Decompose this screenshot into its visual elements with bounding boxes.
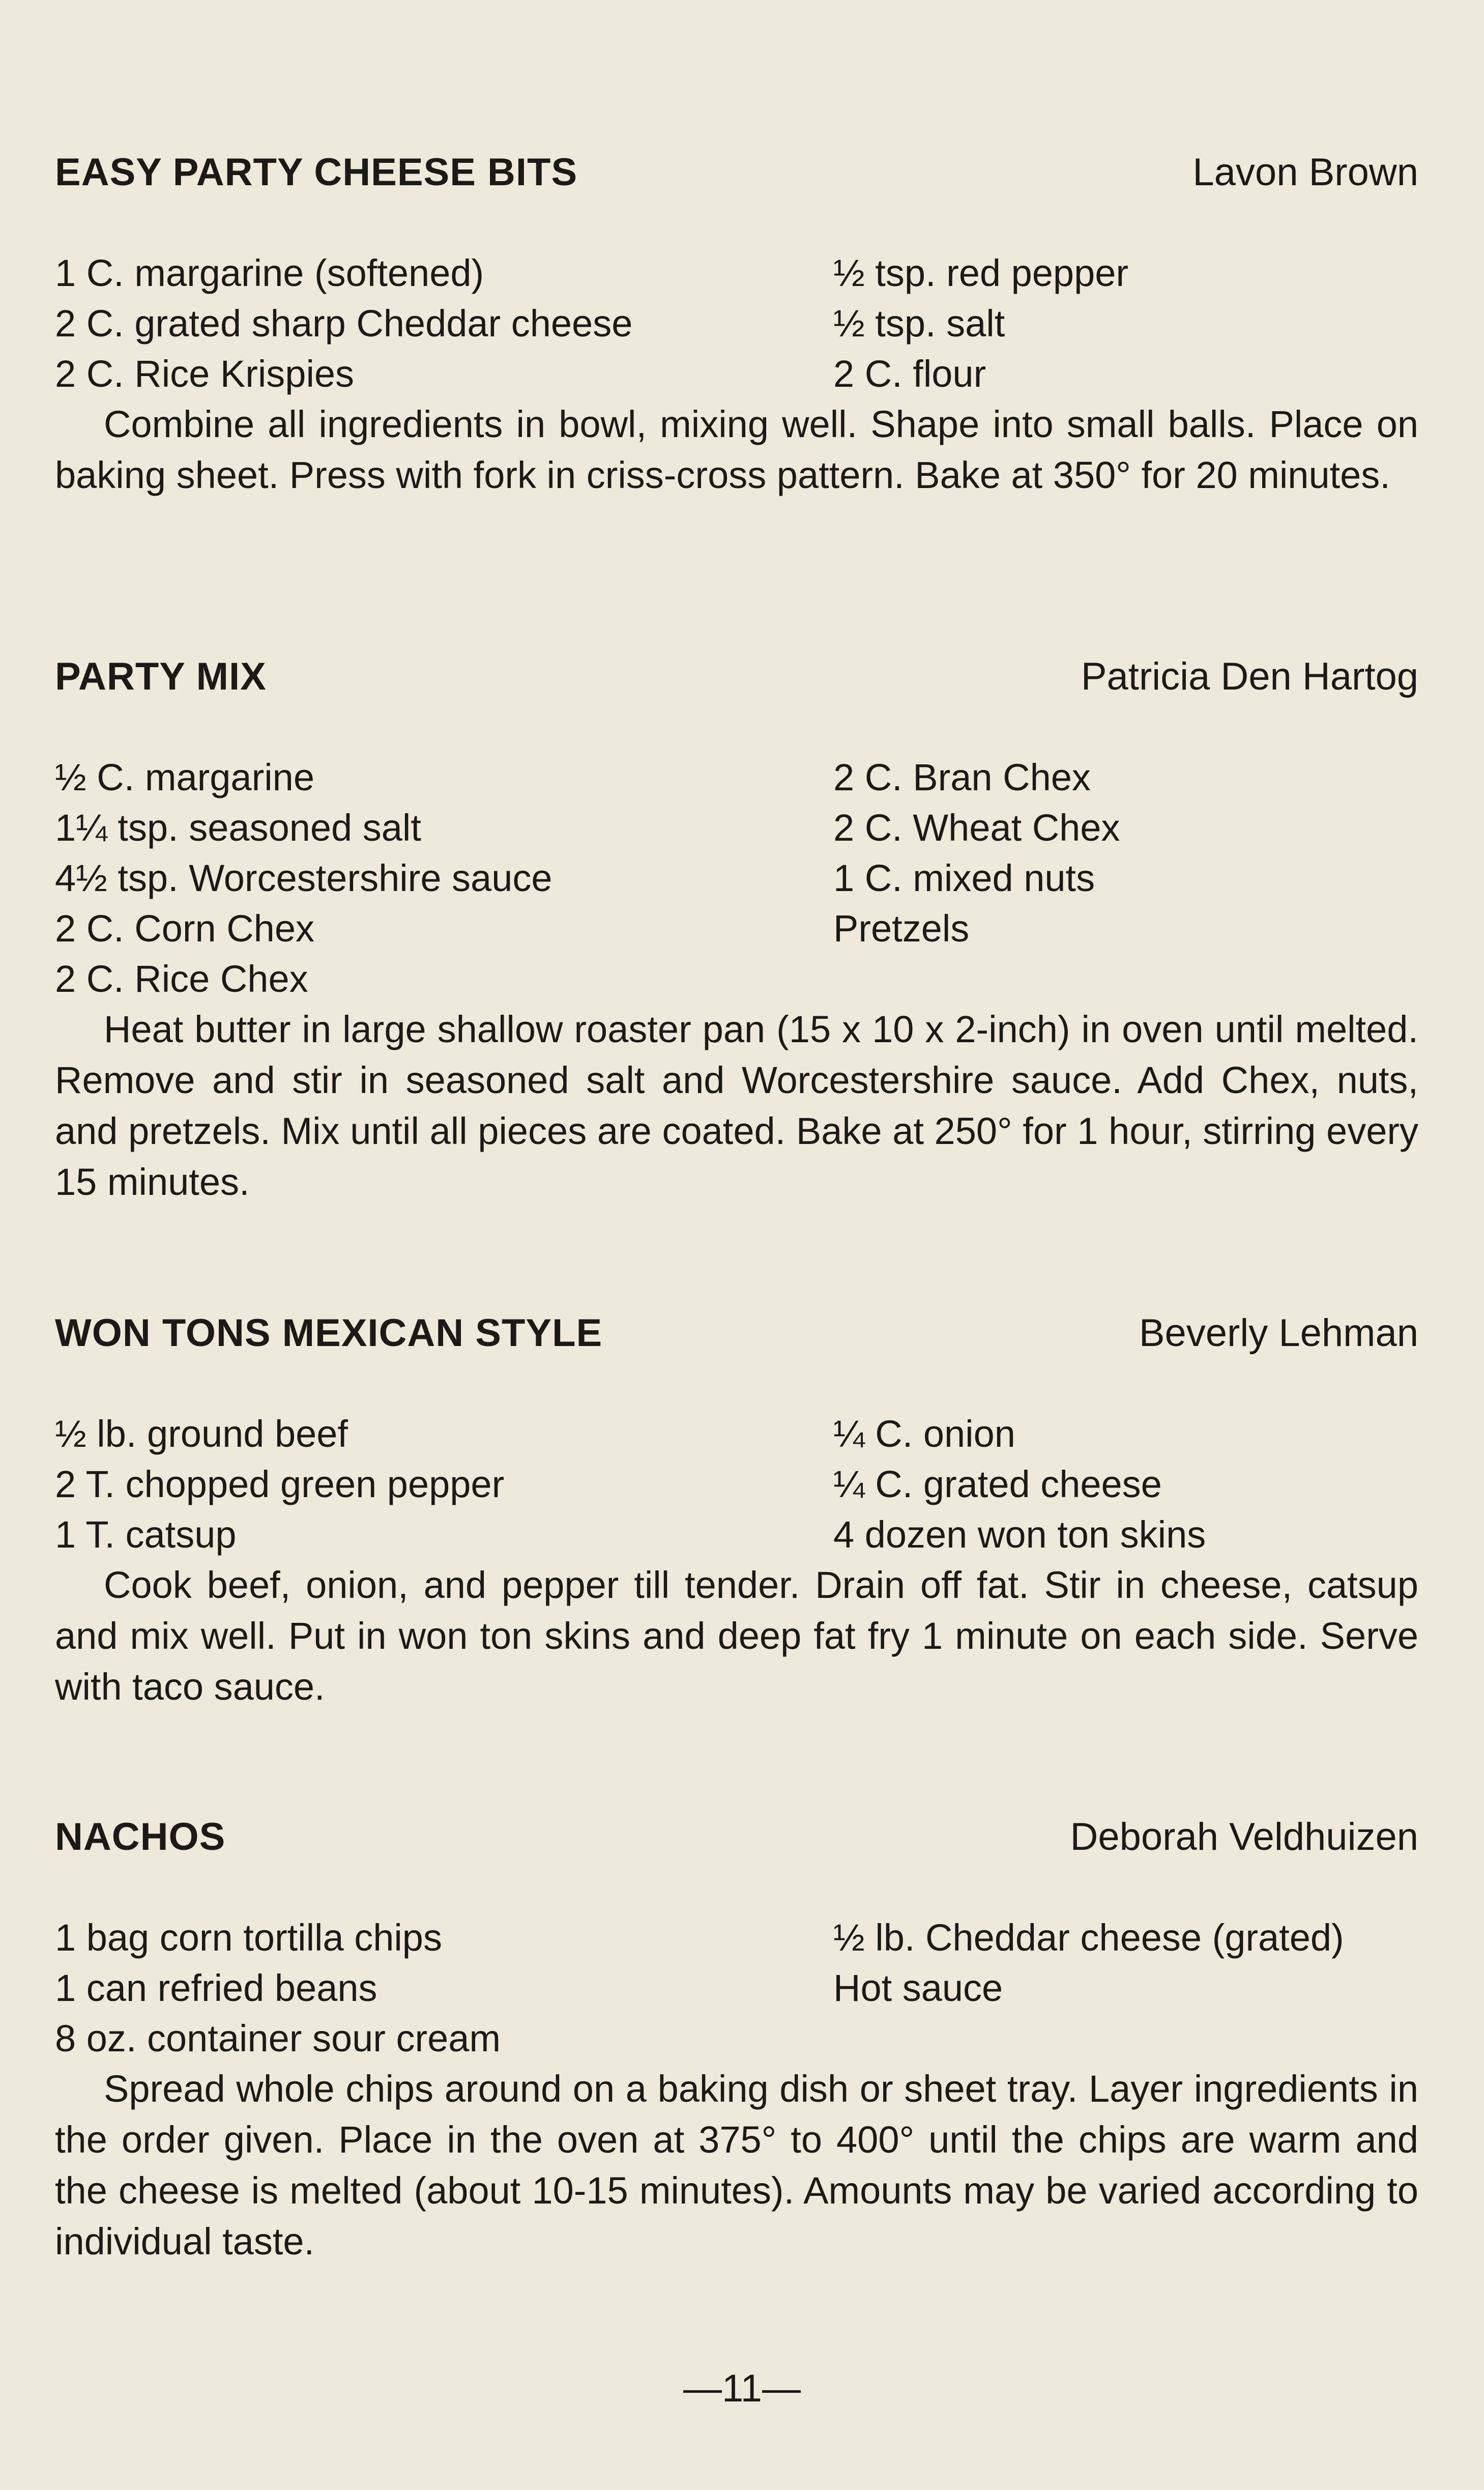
ingredient: 1 bag corn tortilla chips <box>55 1916 442 1959</box>
ingredient: 4½ tsp. Worcestershire sauce <box>55 857 552 899</box>
ingredient: ½ lb. ground beef <box>55 1413 348 1455</box>
ingredient-row <box>55 752 1418 803</box>
recipe-header <box>55 150 1418 201</box>
recipe-header <box>55 1311 1418 1362</box>
ingredients-list <box>55 752 1418 1004</box>
ingredient: 8 oz. container sour cream <box>55 2017 501 2059</box>
ingredient-row <box>55 803 1418 853</box>
ingredient: 2 C. Rice Krispies <box>55 353 355 395</box>
ingredient: 2 C. grated sharp Cheddar cheese <box>55 302 633 345</box>
ingredient: 2 C. Corn Chex <box>55 907 314 950</box>
recipe-header <box>55 654 1418 705</box>
ingredient-row <box>55 1912 1418 1963</box>
recipe-nachos <box>55 1815 1418 2267</box>
ingredient-row <box>55 903 1418 954</box>
recipe-instructions: Spread whole chips around on a baking dish or sheet tray. Layer ingredients in the order given. Place in the oven at 375° to 400° until the chips are warm and the cheese is melted (about 10-15 minutes). Amounts may be varied according to individual taste. <box>55 2068 1418 2263</box>
ingredient: ¼ C. grated cheese <box>833 1463 1162 1505</box>
recipe-author: Beverly Lehman <box>1139 1311 1418 1355</box>
recipe-instructions: Combine all ingredients in bowl, mixing well. Shape into small balls. Place on baking sheet. Press with fork in criss-cross pattern. Bake at 350° for 20 minutes. <box>55 403 1418 496</box>
ingredient: 1¼ tsp. seasoned salt <box>55 807 421 849</box>
ingredient: 1 can refried beans <box>55 1967 377 2009</box>
ingredient: 1 T. catsup <box>55 1513 237 1556</box>
ingredient: Hot sauce <box>833 1967 1003 2009</box>
ingredient: 2 T. chopped green pepper <box>55 1463 505 1505</box>
ingredient-row <box>55 248 1418 298</box>
ingredient: 4 dozen won ton skins <box>833 1513 1206 1556</box>
recipe-title: EASY PARTY CHEESE BITS <box>55 151 578 194</box>
ingredient: 2 C. Wheat Chex <box>833 807 1120 849</box>
recipe-author: Lavon Brown <box>1192 151 1418 194</box>
recipe-author: Deborah Veldhuizen <box>1070 1815 1418 1858</box>
ingredients-list <box>55 1409 1418 1560</box>
ingredient: ½ tsp. salt <box>833 302 1005 345</box>
ingredient-row <box>55 1963 1418 2013</box>
recipe-title: WON TONS MEXICAN STYLE <box>55 1311 603 1355</box>
ingredient-row <box>55 1459 1418 1509</box>
recipe-instructions: Cook beef, onion, and pepper till tender. Drain off fat. Stir in cheese, catsup and mix well. Put in won ton skins and deep fat fry 1 minute on each side. Serve with taco sauce. <box>55 1564 1418 1708</box>
ingredient-row <box>55 298 1418 349</box>
ingredient-row <box>55 1409 1418 1459</box>
ingredient: 2 C. Bran Chex <box>833 756 1091 798</box>
ingredient: ½ lb. Cheddar cheese (grated) <box>833 1916 1344 1959</box>
page-number: —11— <box>683 2367 801 2410</box>
ingredient-row <box>55 2013 1418 2064</box>
ingredient: ½ C. margarine <box>55 756 314 798</box>
ingredient: 1 C. margarine (softened) <box>55 252 484 294</box>
recipe-author: Patricia Den Hartog <box>1081 655 1418 698</box>
ingredient: 2 C. flour <box>833 353 986 395</box>
ingredient-row <box>55 349 1418 399</box>
recipe-won-tons-mexican-style <box>55 1311 1418 1712</box>
ingredient-row <box>55 1509 1418 1560</box>
ingredients-list <box>55 1912 1418 2064</box>
recipe-header <box>55 1815 1418 1866</box>
recipe-easy-party-cheese-bits <box>55 150 1418 501</box>
ingredient: ¼ C. onion <box>833 1413 1015 1455</box>
ingredient: 1 C. mixed nuts <box>833 857 1095 899</box>
ingredients-list <box>55 248 1418 399</box>
ingredient-row <box>55 853 1418 903</box>
ingredient: 2 C. Rice Chex <box>55 958 308 1000</box>
ingredient-row <box>55 954 1418 1004</box>
ingredient: ½ tsp. red pepper <box>833 252 1129 294</box>
recipe-title: NACHOS <box>55 1815 226 1858</box>
recipe-title: PARTY MIX <box>55 655 267 698</box>
recipe-instructions: Heat butter in large shallow roaster pan (15 x 10 x 2-inch) in oven until melted. Remove and stir in seasoned salt and Worcestershire sauce. Add Chex, nuts, and pretzels. Mix until all pieces are coated. Bake at 250° for 1 hour, stirring every 15 minutes. <box>55 1008 1418 1203</box>
ingredient: Pretzels <box>833 907 970 950</box>
recipe-party-mix <box>55 654 1418 1208</box>
